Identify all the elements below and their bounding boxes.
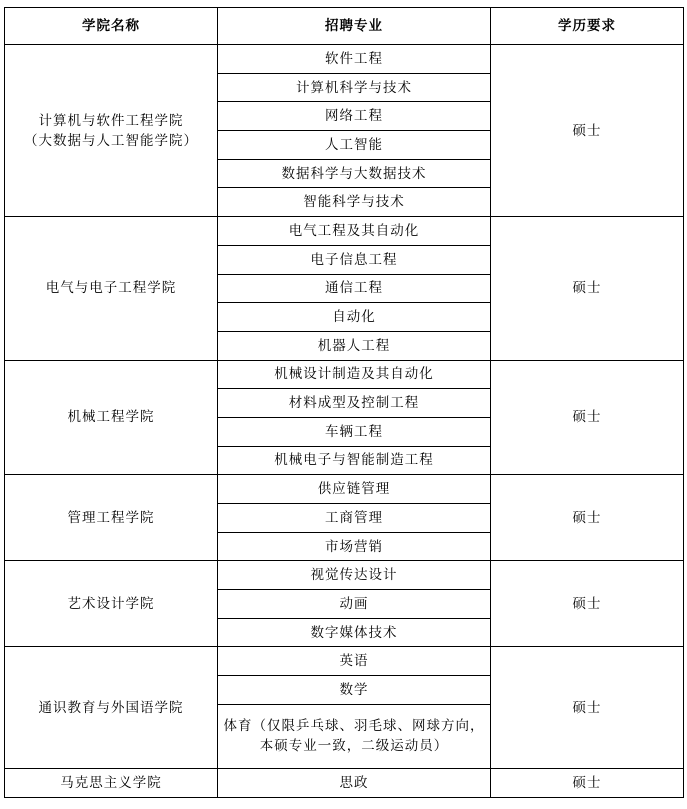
college-name-line: （大数据与人工智能学院） — [24, 132, 198, 149]
major-cell: 计算机科学与技术 — [218, 73, 491, 102]
major-cell: 材料成型及控制工程 — [218, 389, 491, 418]
major-cell: 自动化 — [218, 303, 491, 332]
degree-cell: 硕士 — [491, 45, 684, 217]
recruitment-table — [4, 7, 684, 798]
major-cell: 数学 — [218, 676, 491, 705]
degree-cell: 硕士 — [491, 647, 684, 768]
degree-cell: 硕士 — [491, 561, 684, 647]
header-row — [5, 8, 684, 45]
major-cell: 机械设计制造及其自动化 — [218, 360, 491, 389]
college-cell — [5, 561, 218, 647]
college-cell — [5, 45, 218, 217]
major-cell: 网络工程 — [218, 102, 491, 131]
major-cell: 人工智能 — [218, 131, 491, 160]
major-cell: 思政 — [218, 768, 491, 797]
header-major: 招聘专业 — [218, 8, 491, 45]
college-cell — [5, 647, 218, 768]
major-cell: 市场营销 — [218, 532, 491, 561]
major-cell: 机械电子与智能制造工程 — [218, 446, 491, 475]
college-cell — [5, 475, 218, 561]
header-degree: 学历要求 — [491, 8, 684, 45]
major-cell: 机器人工程 — [218, 331, 491, 360]
college-name-line: 通识教育与外国语学院 — [38, 699, 184, 716]
major-cell: 数据科学与大数据技术 — [218, 159, 491, 188]
major-cell: 电气工程及其自动化 — [218, 217, 491, 246]
major-cell: 英语 — [218, 647, 491, 676]
college-name-line: 电气与电子工程学院 — [45, 280, 177, 297]
college-cell — [5, 768, 218, 797]
table-row — [5, 768, 684, 797]
college-name-line: 管理工程学院 — [67, 509, 155, 526]
major-cell: 电子信息工程 — [218, 245, 491, 274]
major-cell: 软件工程 — [218, 45, 491, 74]
table-row — [5, 45, 684, 74]
table-row — [5, 475, 684, 504]
major-cell: 智能科学与技术 — [218, 188, 491, 217]
major-cell: 动画 — [218, 590, 491, 619]
major-cell: 工商管理 — [218, 504, 491, 533]
degree-cell: 硕士 — [491, 475, 684, 561]
college-name-line: 计算机与软件工程学院 — [38, 112, 184, 129]
college-cell — [5, 217, 218, 360]
degree-cell: 硕士 — [491, 768, 684, 797]
college-name-line: 机械工程学院 — [67, 409, 155, 426]
table-row — [5, 561, 684, 590]
college-name-line: 马克思主义学院 — [60, 774, 162, 791]
major-cell: 视觉传达设计 — [218, 561, 491, 590]
college-cell — [5, 360, 218, 475]
major-cell: 体育（仅限乒乓球、羽毛球、网球方向，本硕专业一致，二级运动员） — [218, 704, 491, 768]
college-name-line: 艺术设计学院 — [67, 595, 155, 612]
degree-cell: 硕士 — [491, 360, 684, 475]
major-cell: 车辆工程 — [218, 417, 491, 446]
header-college: 学院名称 — [5, 8, 218, 45]
degree-cell: 硕士 — [491, 217, 684, 360]
major-cell: 供应链管理 — [218, 475, 491, 504]
major-cell: 通信工程 — [218, 274, 491, 303]
table-row — [5, 217, 684, 246]
table-row — [5, 647, 684, 676]
major-cell: 数字媒体技术 — [218, 618, 491, 647]
table-row — [5, 360, 684, 389]
